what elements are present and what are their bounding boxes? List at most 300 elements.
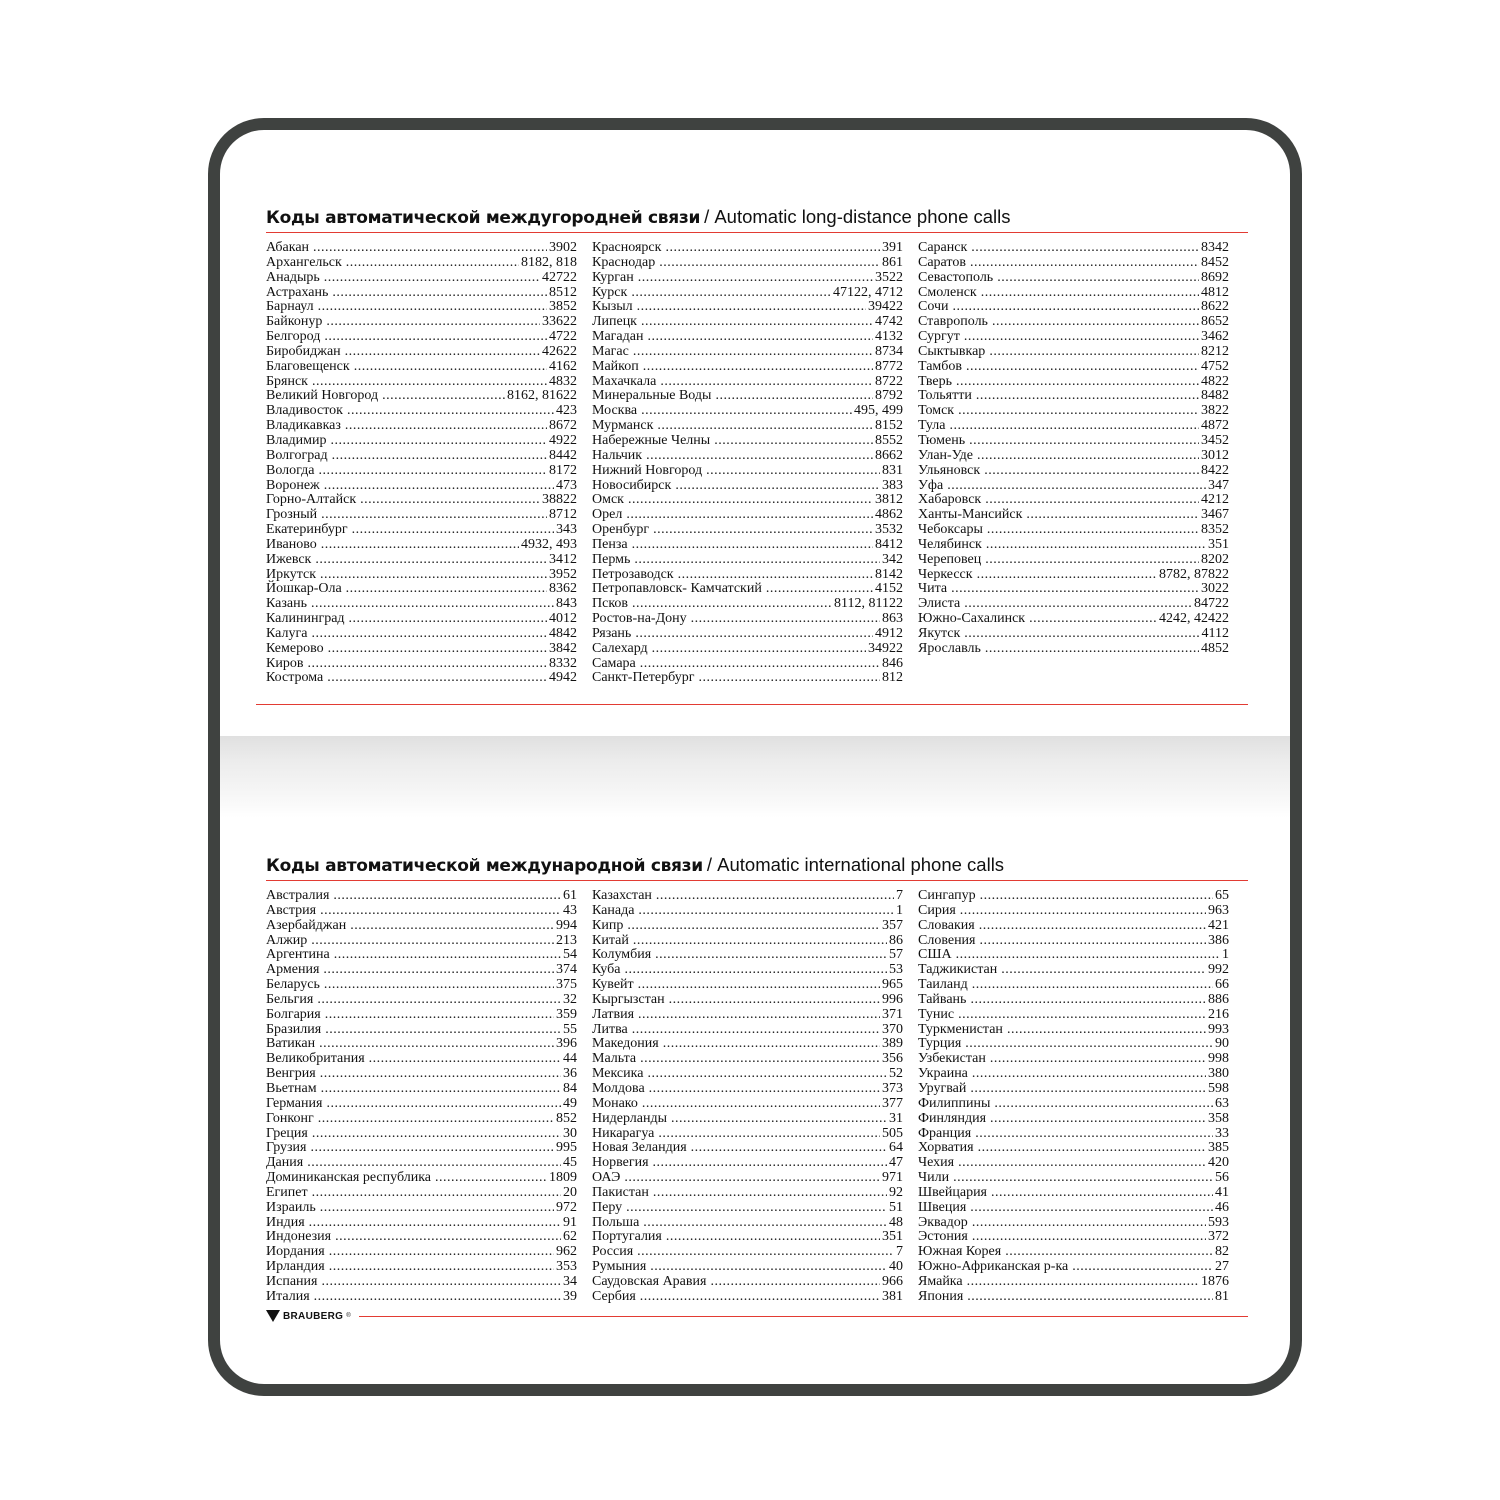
list-item (266, 241, 577, 256)
dot-leader (656, 889, 894, 904)
list-item (592, 493, 903, 508)
dot-leader (331, 434, 547, 449)
entry-code: 86 (889, 932, 903, 948)
dot-leader (958, 404, 1199, 419)
list-item (266, 1008, 577, 1023)
entry-code: 4112 (1201, 625, 1229, 641)
entry-name: Брянск (266, 373, 308, 389)
list-item (266, 1112, 577, 1127)
domestic-codes-section (266, 206, 1248, 705)
entry-name: Румыния (592, 1259, 647, 1275)
list-item (266, 582, 577, 597)
dot-leader (977, 449, 1199, 464)
list-item (592, 1216, 903, 1231)
list-item (266, 286, 577, 301)
entry-code: 8512 (549, 284, 577, 300)
list-item (918, 256, 1229, 271)
dot-leader (986, 538, 1206, 553)
list-item (918, 582, 1229, 597)
dot-leader (329, 1260, 554, 1275)
dot-leader (382, 389, 505, 404)
list-item (918, 404, 1229, 419)
international-columns (266, 889, 1248, 1305)
dot-leader (320, 1201, 554, 1216)
entry-code: 342 (882, 551, 903, 567)
entry-code: 356 (882, 1051, 903, 1067)
entry-code: 420 (1208, 1155, 1229, 1171)
list-item (592, 978, 903, 993)
list-item (266, 1216, 577, 1231)
entry-name: Монако (592, 1095, 638, 1111)
entry-code: 8422 (1201, 462, 1229, 478)
entry-name: Липецк (592, 314, 637, 330)
entry-code: 994 (556, 917, 577, 933)
entry-code: 47 (889, 1155, 903, 1171)
list-item (266, 493, 577, 508)
dot-leader (970, 993, 1206, 1008)
dot-leader (324, 978, 554, 993)
entry-code: 3532 (875, 522, 903, 538)
dot-leader (647, 1067, 887, 1082)
list-item (592, 241, 903, 256)
entry-code: 8734 (875, 343, 903, 359)
entry-name: Воронеж (266, 477, 320, 493)
list-item (266, 889, 577, 904)
entry-code: 831 (882, 462, 903, 478)
dot-leader (991, 1186, 1213, 1201)
entry-code: 343 (556, 522, 577, 538)
entry-code: 4862 (875, 507, 903, 523)
list-item (592, 1008, 903, 1023)
international-column (266, 889, 577, 1305)
entry-name: Италия (266, 1288, 310, 1304)
dot-leader (628, 493, 873, 508)
list-item (266, 948, 577, 963)
entry-name: Нальчик (592, 447, 643, 463)
list-item (266, 904, 577, 919)
dot-leader (319, 1037, 554, 1052)
dot-leader (335, 1230, 561, 1245)
entry-name: Латвия (592, 1006, 635, 1022)
international-heading (266, 854, 1248, 881)
dot-leader (715, 389, 873, 404)
entry-name: Нидерланды (592, 1110, 667, 1126)
logo-text: BRAUBERG (283, 1310, 344, 1322)
dot-leader (631, 286, 831, 301)
dot-leader (972, 1216, 1206, 1231)
dot-leader (653, 1156, 887, 1171)
international-codes-section (266, 854, 1248, 1305)
list-item (918, 1141, 1229, 1156)
entry-name: Аргентина (266, 947, 330, 963)
entry-code: 39422 (868, 299, 903, 315)
international-column (592, 889, 903, 1305)
entry-code: 812 (882, 670, 903, 686)
entry-name: Турция (918, 1036, 962, 1052)
list-item (266, 419, 577, 434)
entry-name: Майкоп (592, 358, 639, 374)
entry-code: 4852 (1201, 640, 1229, 656)
entry-code: 4242, 42422 (1159, 611, 1229, 627)
entry-name: Израиль (266, 1199, 316, 1215)
dot-leader (328, 642, 547, 657)
entry-code: 8722 (875, 373, 903, 389)
list-item (592, 1023, 903, 1038)
entry-code: 351 (882, 1229, 903, 1245)
list-item (266, 627, 577, 642)
entry-name: Челябинск (918, 536, 982, 552)
list-item (592, 256, 903, 271)
dot-leader (640, 1290, 880, 1305)
entry-code: 8552 (875, 432, 903, 448)
entry-code: 373 (882, 1080, 903, 1096)
dot-leader (967, 1275, 1199, 1290)
list-item (592, 889, 903, 904)
dot-leader (997, 271, 1199, 286)
entry-code: 473 (556, 477, 577, 493)
list-item (592, 375, 903, 390)
entry-name: Якутск (918, 625, 961, 641)
entry-name: Македония (592, 1036, 659, 1052)
entry-name: Таджикистан (918, 962, 998, 978)
entry-name: Россия (592, 1244, 634, 1260)
entry-name: Кызыл (592, 299, 633, 315)
dot-leader (976, 389, 1199, 404)
dot-leader (965, 1037, 1213, 1052)
dot-leader (658, 1127, 880, 1142)
list-item (918, 479, 1229, 494)
entry-code: 1809 (549, 1170, 577, 1186)
list-item (592, 1290, 903, 1305)
entry-code: 966 (882, 1273, 903, 1289)
entry-name: Омск (592, 492, 624, 508)
dot-leader (632, 538, 873, 553)
entry-code: 8782, 87822 (1159, 566, 1229, 582)
entry-code: 505 (882, 1125, 903, 1141)
list-item (266, 404, 577, 419)
entry-code: 972 (556, 1199, 577, 1215)
list-item (592, 330, 903, 345)
entry-name: Благовещенск (266, 358, 350, 374)
entry-name: Болгария (266, 1006, 321, 1022)
list-item (592, 404, 903, 419)
entry-code: 39 (563, 1288, 577, 1304)
entry-code: 8692 (1201, 269, 1229, 285)
list-item (592, 1230, 903, 1245)
list-item (266, 597, 577, 612)
dot-leader (652, 642, 866, 657)
list-item (592, 1275, 903, 1290)
logo-check-icon (266, 1310, 280, 1322)
entry-name: Барнаул (266, 299, 314, 315)
dot-leader (951, 582, 1199, 597)
dot-leader (324, 271, 540, 286)
entry-name: Молдова (592, 1080, 645, 1096)
entry-name: Саратов (918, 254, 966, 270)
entry-code: 495, 499 (854, 403, 903, 419)
dot-leader (318, 300, 547, 315)
entry-name: Словакия (918, 917, 975, 933)
entry-name: Венгрия (266, 1066, 316, 1082)
list-item (266, 315, 577, 330)
footer-divider (359, 1316, 1248, 1317)
list-item (592, 419, 903, 434)
entry-code: 843 (556, 596, 577, 612)
dot-leader (325, 1023, 561, 1038)
dot-leader (675, 479, 880, 494)
entry-name: Казахстан (592, 888, 652, 903)
list-item (918, 1037, 1229, 1052)
dot-leader (311, 597, 554, 612)
entry-code: 996 (882, 991, 903, 1007)
dot-leader (980, 889, 1213, 904)
dot-leader (710, 1275, 880, 1290)
entry-name: Таиланд (918, 977, 968, 993)
entry-name: Польша (592, 1214, 640, 1230)
entry-name: Черкесск (918, 566, 973, 582)
domestic-column (592, 241, 903, 686)
dot-leader (657, 419, 873, 434)
entry-code: 3022 (1201, 581, 1229, 597)
dot-leader (671, 1112, 887, 1127)
list-item (592, 300, 903, 315)
entry-code: 38822 (542, 492, 577, 508)
entry-code: 386 (1208, 932, 1229, 948)
list-item (592, 568, 903, 583)
list-item (918, 1290, 1229, 1305)
entry-name: Салехард (592, 640, 648, 656)
dot-leader (985, 553, 1199, 568)
dot-leader (632, 1023, 880, 1038)
list-item (266, 1037, 577, 1052)
entry-name: Беларусь (266, 977, 320, 993)
dot-leader (660, 375, 873, 390)
list-item (592, 315, 903, 330)
entry-name: Ханты-Мансийск (918, 507, 1023, 523)
international-title-en: / Automatic international phone calls (706, 854, 1005, 875)
dot-leader (635, 627, 873, 642)
entry-code: 374 (556, 962, 577, 978)
domestic-title-en: / Automatic long-distance phone calls (704, 206, 1011, 227)
entry-name: Сирия (918, 902, 956, 918)
list-item (266, 1260, 577, 1275)
entry-code: 55 (563, 1021, 577, 1037)
entry-code: 52 (889, 1066, 903, 1082)
domestic-columns (266, 241, 1248, 686)
entry-code: 423 (556, 403, 577, 419)
entry-code: 8362 (549, 581, 577, 597)
list-item (918, 1260, 1229, 1275)
entry-name: Курган (592, 269, 634, 285)
entry-name: Мексика (592, 1066, 644, 1082)
entry-name: Смоленск (918, 284, 977, 300)
entry-name: Хабаровск (918, 492, 982, 508)
entry-code: 84722 (1194, 596, 1229, 612)
dot-leader (669, 993, 880, 1008)
dot-leader (678, 568, 873, 583)
dot-leader (307, 1156, 561, 1171)
entry-name: Литва (592, 1021, 628, 1037)
dot-leader (435, 1171, 547, 1186)
entry-name: Словения (918, 932, 976, 948)
entry-name: Калининград (266, 611, 345, 627)
list-item (918, 241, 1229, 256)
dot-leader (347, 404, 554, 419)
entry-name: Эстония (918, 1229, 968, 1245)
list-item (266, 1082, 577, 1097)
entry-code: 56 (1215, 1170, 1229, 1186)
list-item (266, 1230, 577, 1245)
entry-code: 3822 (1201, 403, 1229, 419)
list-item (266, 449, 577, 464)
dot-leader (966, 360, 1199, 375)
entry-name: Мальта (592, 1051, 637, 1067)
entry-code: 8212 (1201, 343, 1229, 359)
list-item (592, 934, 903, 949)
list-item (266, 1097, 577, 1112)
dot-leader (641, 404, 852, 419)
entry-code: 8622 (1201, 299, 1229, 315)
list-item (592, 286, 903, 301)
list-item (918, 1275, 1229, 1290)
list-item (266, 553, 577, 568)
dot-leader (638, 1008, 880, 1023)
entry-name: Ростов-на-Дону (592, 611, 687, 627)
entry-code: 43 (563, 902, 577, 918)
entry-code: 7 (896, 888, 903, 903)
dot-leader (312, 1186, 561, 1201)
entry-code: 4132 (875, 329, 903, 345)
dot-leader (691, 612, 880, 627)
list-item (918, 286, 1229, 301)
entry-name: Рязань (592, 625, 632, 641)
dot-leader (326, 315, 540, 330)
entry-code: 90 (1215, 1036, 1229, 1052)
entry-name: Франция (918, 1125, 972, 1141)
entry-code: 47122, 4712 (833, 284, 903, 300)
entry-code: 53 (889, 962, 903, 978)
entry-name: Туркменистан (918, 1021, 1003, 1037)
dot-leader (319, 464, 547, 479)
dot-leader (956, 375, 1199, 390)
dot-leader (666, 1230, 880, 1245)
dot-leader (964, 330, 1199, 345)
entry-code: 61 (563, 888, 577, 903)
entry-code: 27 (1215, 1259, 1229, 1275)
dot-leader (321, 538, 519, 553)
entry-name: Куба (592, 962, 621, 978)
dot-leader (624, 963, 887, 978)
dot-leader (313, 241, 547, 256)
entry-code: 82 (1215, 1244, 1229, 1260)
entry-code: 4752 (1201, 358, 1229, 374)
entry-name: Биробиджан (266, 343, 341, 359)
list-item (918, 1067, 1229, 1082)
entry-code: 8652 (1201, 314, 1229, 330)
entry-name: Швейцария (918, 1184, 987, 1200)
entry-code: 216 (1208, 1006, 1229, 1022)
entry-name: ОАЭ (592, 1170, 621, 1186)
list-item (592, 508, 903, 523)
dot-leader (333, 889, 561, 904)
list-item (918, 1082, 1229, 1097)
dot-leader (638, 904, 894, 919)
entry-code: 33 (1215, 1125, 1229, 1141)
dot-leader (637, 300, 866, 315)
entry-code: 3012 (1201, 447, 1229, 463)
list-item (592, 597, 903, 612)
list-item (592, 271, 903, 286)
entry-name: Тюмень (918, 432, 966, 448)
list-item (592, 1186, 903, 1201)
list-item (918, 553, 1229, 568)
entry-name: Набережные Челны (592, 432, 711, 448)
entry-name: Австрия (266, 902, 317, 918)
entry-code: 4912 (875, 625, 903, 641)
list-item (918, 1186, 1229, 1201)
list-item (592, 904, 903, 919)
entry-name: Саудовская Аравия (592, 1273, 707, 1289)
entry-code: 33622 (542, 314, 577, 330)
dot-leader (960, 904, 1206, 919)
dot-leader (964, 627, 1199, 642)
list-item (592, 434, 903, 449)
dot-leader (655, 948, 887, 963)
entry-name: Байконур (266, 314, 323, 330)
entry-name: Москва (592, 403, 638, 419)
entry-name: Петропавловск- Камчатский (592, 581, 762, 597)
entry-name: Орел (592, 507, 623, 523)
entry-code: 8662 (875, 447, 903, 463)
list-item (918, 1216, 1229, 1231)
entry-code: 3467 (1201, 507, 1229, 523)
entry-code: 965 (882, 977, 903, 993)
dot-leader (640, 1052, 880, 1067)
dot-leader (981, 286, 1199, 301)
dot-leader (318, 1112, 554, 1127)
entry-code: 375 (556, 977, 577, 993)
list-item (918, 464, 1229, 479)
list-item (918, 375, 1229, 390)
list-item (592, 1260, 903, 1275)
entry-code: 65 (1215, 888, 1229, 903)
dot-leader (626, 508, 873, 523)
entry-code: 62 (563, 1229, 577, 1245)
list-item (266, 271, 577, 286)
list-item (592, 1082, 903, 1097)
list-item (592, 1156, 903, 1171)
list-item (918, 993, 1229, 1008)
entry-code: 4162 (549, 358, 577, 374)
list-item (918, 919, 1229, 934)
dot-leader (1007, 1023, 1206, 1038)
entry-name: Курск (592, 284, 628, 300)
list-item (266, 1052, 577, 1067)
dot-leader (350, 919, 554, 934)
dot-leader (626, 1201, 887, 1216)
entry-name: Ирландия (266, 1259, 325, 1275)
entry-code: 8342 (1201, 240, 1229, 255)
list-item (592, 627, 903, 642)
entry-code: 36 (563, 1066, 577, 1082)
entry-name: Великий Новгород (266, 388, 379, 404)
list-item (918, 597, 1229, 612)
list-item (918, 963, 1229, 978)
entry-code: 371 (882, 1006, 903, 1022)
entry-code: 34922 (868, 640, 903, 656)
entry-name: Краснодар (592, 254, 656, 270)
dot-leader (332, 286, 547, 301)
